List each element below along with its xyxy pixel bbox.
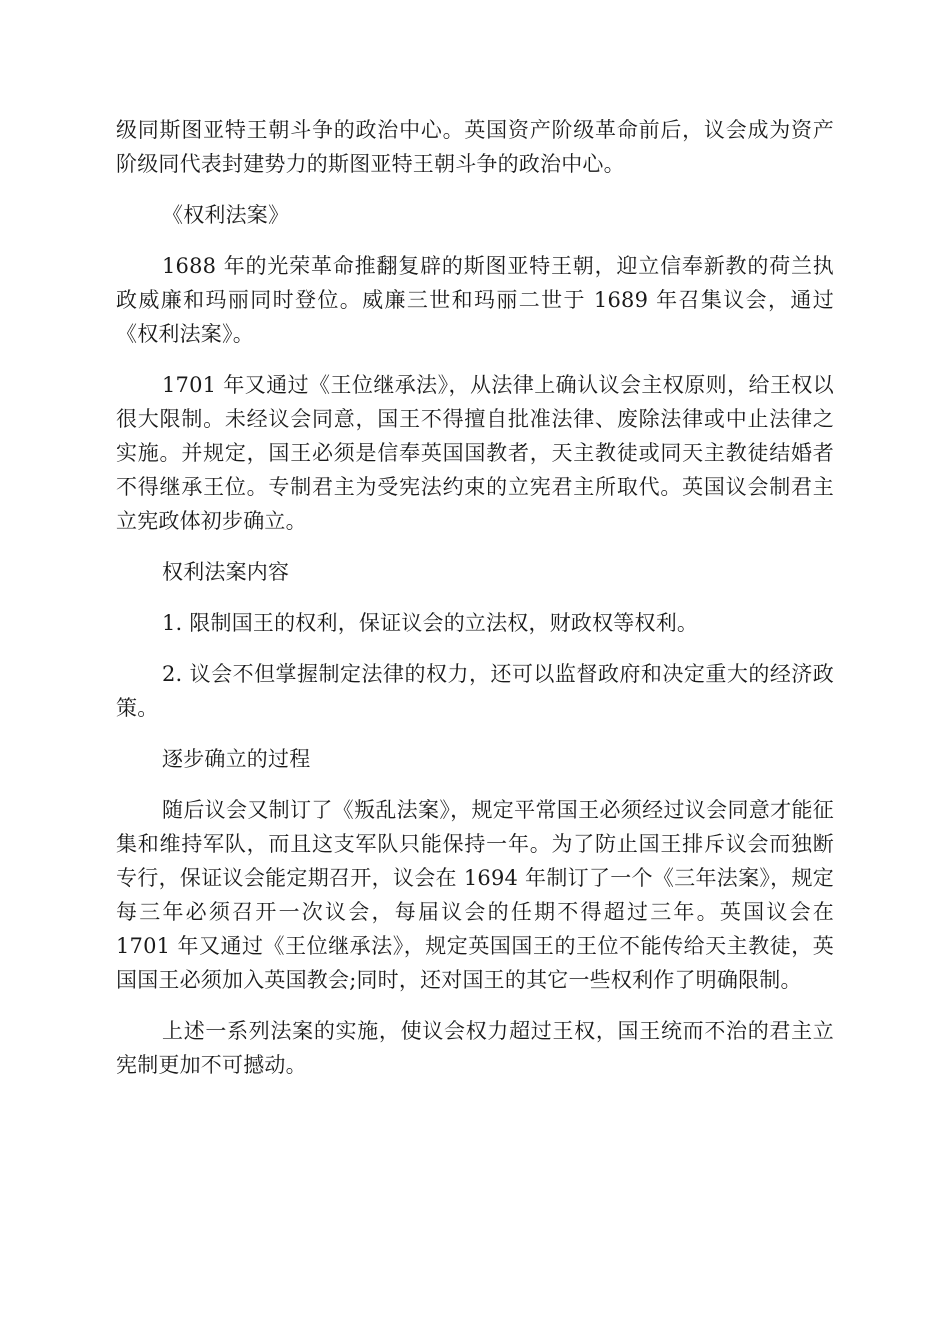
list-item-1: 1. 限制国王的权利，保证议会的立法权，财政权等权利。 (162, 611, 699, 635)
heading-bill-of-rights: 《权利法案》 (162, 203, 290, 227)
paragraph-glorious-revolution: 1688 年的光荣革命推翻复辟的斯图亚特王朝，迎立信奉新教的荷兰执政威廉和玛丽同时登位。威廉三世和玛丽二世于 1689 年召集议会，通过《权利法案》。 (116, 254, 834, 346)
heading-bill-contents: 权利法案内容 (162, 560, 290, 584)
paragraph-continuation: 级同斯图亚特王朝斗争的政治中心。英国资产阶级革命前后，议会成为资产阶级同代表封建势力的斯图亚特王朝斗争的政治中心。 (116, 118, 834, 176)
document-body (116, 113, 834, 1099)
paragraph-conclusion: 上述一系列法案的实施，使议会权力超过王权，国王统而不治的君主立宪制更加不可撼动。 (116, 1019, 834, 1077)
heading-gradual-establishment: 逐步确立的过程 (162, 747, 311, 771)
paragraph-act-of-settlement: 1701 年又通过《王位继承法》，从法律上确认议会主权原则，给王权以很大限制。未经议会同意，国王不得擅自批准法律、废除法律或中止法律之实施。并规定，国王必须是信奉英国国教者，天主教徒或同天主教徒结婚者不得继承王位。专制君主为受宪法约束的立宪君主所取代。英国议会制君主立宪政体初步确立。 (116, 373, 834, 533)
paragraph-mutiny-act: 随后议会又制订了《叛乱法案》，规定平常国王必须经过议会同意才能征集和维持军队，而且这支军队只能保持一年。为了防止国王排斥议会而独断专行，保证议会能定期召开，议会在 1694 年制订了一个《三年法案》，规定每三年必须召开一次议会，每届议会的任期不得超过三年。英国议会在 1701 年又通过《王位继承法》，规定英国国王的王位不能传给天主教徒，英国国王必须加入英国教会;同时，还对国王的其它一些权利作了明确限制。 (116, 798, 834, 992)
list-item-2: 2. 议会不但掌握制定法律的权力，还可以监督政府和决定重大的经济政策。 (116, 662, 834, 720)
